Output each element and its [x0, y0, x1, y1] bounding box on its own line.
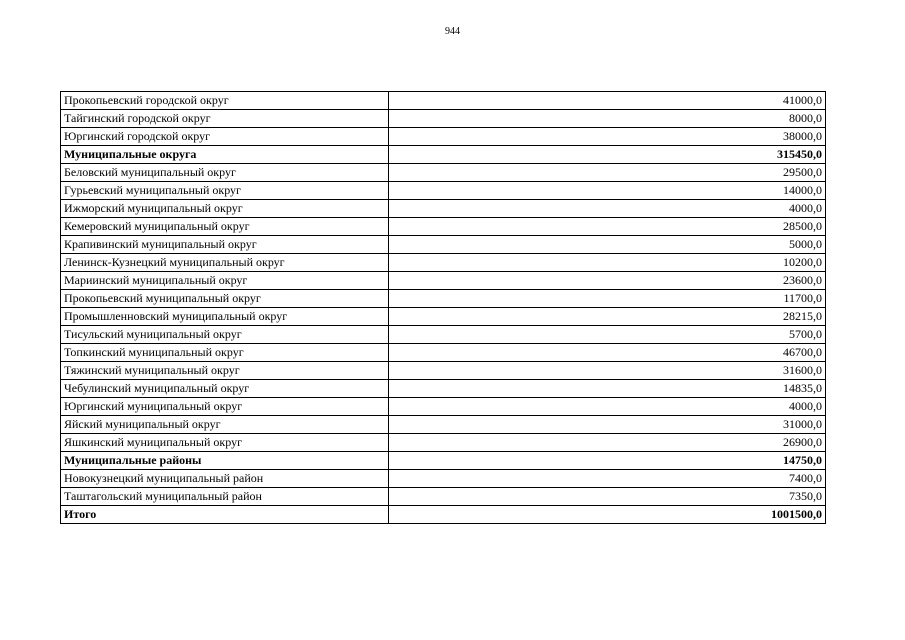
amount-cell: 28215,0 [389, 308, 826, 326]
table-row [61, 326, 826, 344]
table-row [61, 164, 826, 182]
table-row [61, 146, 826, 164]
amount-cell: 14000,0 [389, 182, 826, 200]
table-row [61, 200, 826, 218]
municipality-name-cell: Тисульский муниципальный округ [61, 326, 389, 344]
amount-cell: 28500,0 [389, 218, 826, 236]
table-row [61, 488, 826, 506]
amount-cell: 4000,0 [389, 398, 826, 416]
municipality-name-cell: Юргинский городской округ [61, 128, 389, 146]
municipality-name-cell: Таштагольский муниципальный район [61, 488, 389, 506]
table-row [61, 434, 826, 452]
table-row [61, 506, 826, 524]
municipality-name-cell: Мариинский муниципальный округ [61, 272, 389, 290]
table-row [61, 182, 826, 200]
amount-cell: 11700,0 [389, 290, 826, 308]
budget-table-body [61, 92, 826, 524]
page-number: 944 [445, 26, 460, 37]
amount-cell: 10200,0 [389, 254, 826, 272]
table-row [61, 92, 826, 110]
amount-cell: 315450,0 [389, 146, 826, 164]
amount-cell: 38000,0 [389, 128, 826, 146]
municipality-name-cell: Ленинск-Кузнецкий муниципальный округ [61, 254, 389, 272]
table-row [61, 470, 826, 488]
table-row [61, 452, 826, 470]
municipality-name-cell: Муниципальные районы [61, 452, 389, 470]
table-row [61, 380, 826, 398]
table-row [61, 344, 826, 362]
amount-cell: 7350,0 [389, 488, 826, 506]
amount-cell: 14835,0 [389, 380, 826, 398]
municipality-name-cell: Итого [61, 506, 389, 524]
municipality-name-cell: Беловский муниципальный округ [61, 164, 389, 182]
table-row [61, 308, 826, 326]
amount-cell: 46700,0 [389, 344, 826, 362]
municipality-name-cell: Кемеровский муниципальный округ [61, 218, 389, 236]
municipality-name-cell: Юргинский муниципальный округ [61, 398, 389, 416]
amount-cell: 26900,0 [389, 434, 826, 452]
table-row [61, 290, 826, 308]
table-row [61, 362, 826, 380]
budget-table [60, 91, 826, 524]
amount-cell: 23600,0 [389, 272, 826, 290]
table-row [61, 236, 826, 254]
table-row [61, 254, 826, 272]
municipality-name-cell: Чебулинский муниципальный округ [61, 380, 389, 398]
municipality-name-cell: Прокопьевский городской округ [61, 92, 389, 110]
municipality-name-cell: Муниципальные округа [61, 146, 389, 164]
amount-cell: 7400,0 [389, 470, 826, 488]
amount-cell: 41000,0 [389, 92, 826, 110]
municipality-name-cell: Топкинский муниципальный округ [61, 344, 389, 362]
municipality-name-cell: Прокопьевский муниципальный округ [61, 290, 389, 308]
table-row [61, 110, 826, 128]
amount-cell: 29500,0 [389, 164, 826, 182]
amount-cell: 4000,0 [389, 200, 826, 218]
amount-cell: 5700,0 [389, 326, 826, 344]
table-row [61, 398, 826, 416]
amount-cell: 5000,0 [389, 236, 826, 254]
municipality-name-cell: Новокузнецкий муниципальный район [61, 470, 389, 488]
municipality-name-cell: Яйский муниципальный округ [61, 416, 389, 434]
municipality-name-cell: Тяжинский муниципальный округ [61, 362, 389, 380]
table-row [61, 272, 826, 290]
table-row [61, 218, 826, 236]
amount-cell: 31000,0 [389, 416, 826, 434]
amount-cell: 8000,0 [389, 110, 826, 128]
municipality-name-cell: Промышленновский муниципальный округ [61, 308, 389, 326]
municipality-name-cell: Яшкинский муниципальный округ [61, 434, 389, 452]
amount-cell: 14750,0 [389, 452, 826, 470]
table-row [61, 416, 826, 434]
amount-cell: 1001500,0 [389, 506, 826, 524]
municipality-name-cell: Гурьевский муниципальный округ [61, 182, 389, 200]
amount-cell: 31600,0 [389, 362, 826, 380]
municipality-name-cell: Крапивинский муниципальный округ [61, 236, 389, 254]
table-row [61, 128, 826, 146]
municipality-name-cell: Ижморский муниципальный округ [61, 200, 389, 218]
municipality-name-cell: Тайгинский городской округ [61, 110, 389, 128]
